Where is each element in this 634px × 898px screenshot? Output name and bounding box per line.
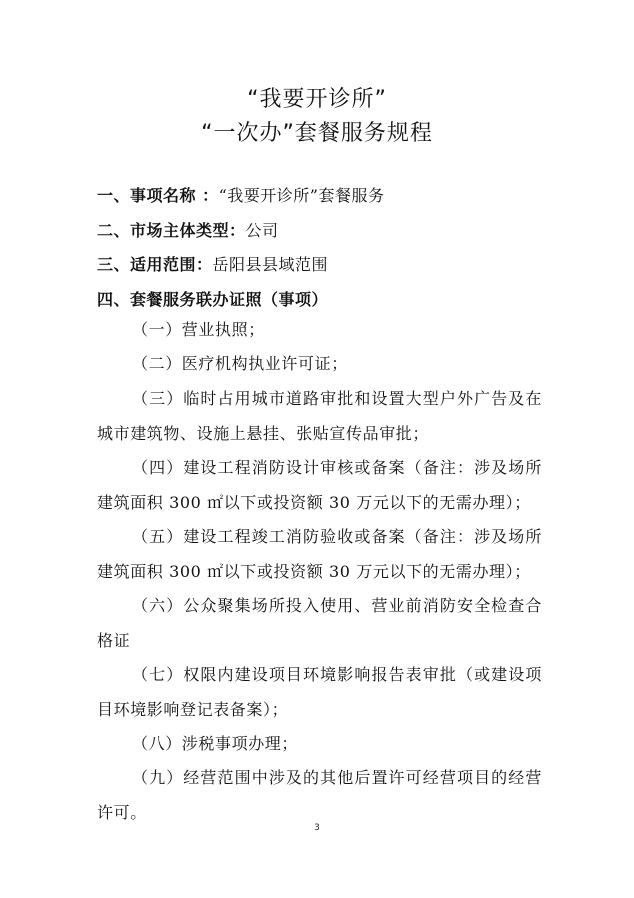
section-item-name (97, 183, 384, 206)
section-item-name-label: 一、事项名称 ： (97, 186, 219, 205)
section-entity-type-value: 公司 (245, 221, 279, 240)
license-item-6: （六）公众聚集场所投入使用、营业前消防安全检查合格证 (97, 596, 542, 650)
section-entity-type-label: 二、市场主体类型： (97, 221, 246, 240)
license-item-5: （五）建设工程竣工消防验收或备案（备注：涉及场所建筑面积 300 ㎡以下或投资额 30 万元以下的无需办理）； (97, 527, 542, 581)
license-item-3: （三）临时占用城市道路审批和设置大型户外广告及在城市建筑物、设施上悬挂、张贴宣传品审批； (97, 389, 542, 443)
license-item-4: （四）建设工程消防设计审核或备案（备注：涉及场所建筑面积 300 ㎡以下或投资额 30 万元以下的无需办理）； (97, 458, 542, 512)
license-item-8: （八）涉税事项办理； (132, 734, 299, 753)
license-item-7: （七）权限内建设项目环境影响报告表审批（或建设项目环境影响登记表备案）； (97, 665, 542, 719)
section-scope-value: 岳阳县县域范围 (212, 255, 329, 274)
license-item-9: （九）经营范围中涉及的其他后置许可经营项目的经营许可。 (97, 768, 542, 822)
section-scope (97, 252, 328, 275)
section-item-name-value: “我要开诊所”套餐服务 (218, 186, 385, 205)
section-scope-label: 三、适用范围： (97, 255, 213, 274)
license-item-2: （二）医疗机构执业许可证； (132, 354, 348, 373)
section-licenses (97, 287, 328, 310)
document-title-line-1: “我要开诊所” (247, 87, 387, 112)
document-title-line-2: “一次办”套餐服务规程 (201, 121, 433, 146)
license-item-1: （一）营业执照； (132, 320, 265, 339)
section-licenses-label: 四、套餐服务联办证照（事项） (97, 290, 329, 309)
section-entity-type (97, 218, 279, 241)
page-number: 3 (314, 823, 320, 833)
